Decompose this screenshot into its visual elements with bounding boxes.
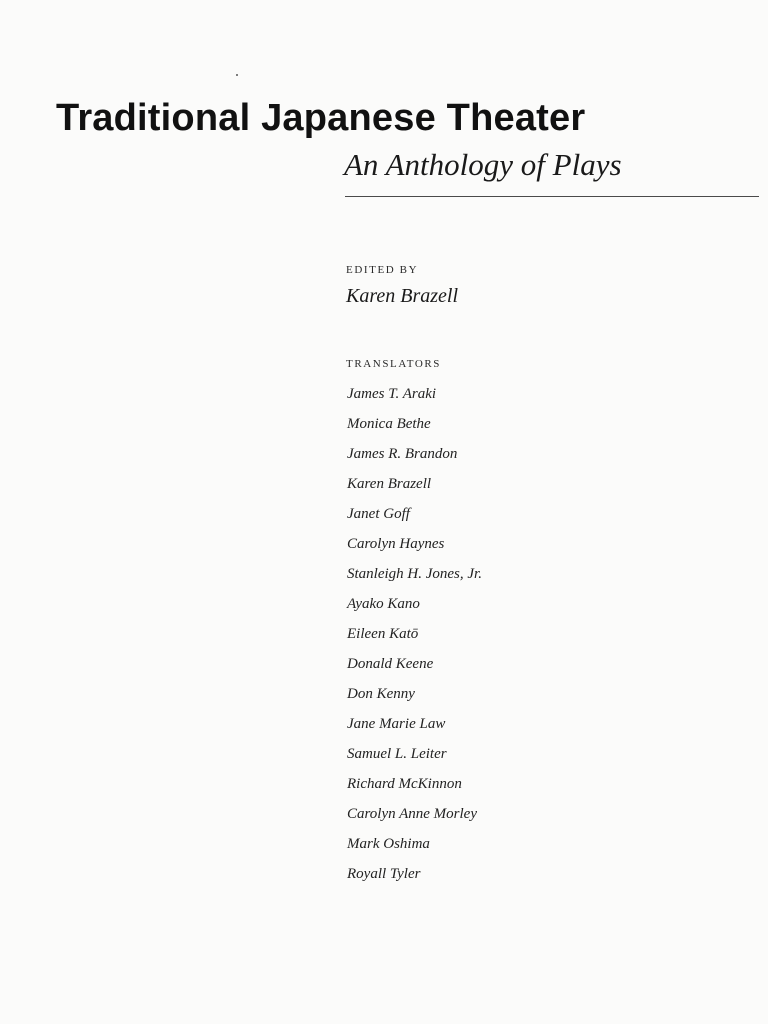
translator-name: Donald Keene: [347, 656, 434, 672]
translator-name: Don Kenny: [347, 686, 415, 702]
translator-name: James T. Araki: [347, 386, 437, 402]
translator-name: Royall Tyler: [347, 866, 421, 882]
translator-name: Eileen Katō: [347, 626, 419, 642]
translator-name: Carolyn Haynes: [347, 536, 445, 552]
translator-name: Jane Marie Law: [347, 716, 446, 732]
editor-name: Karen Brazell: [346, 285, 459, 307]
translator-list: [347, 383, 482, 893]
translator-name: James R. Brandon: [347, 446, 458, 462]
book-title: Traditional Japanese Theater: [56, 97, 586, 139]
edited-by-label: EDITED BY: [346, 264, 419, 276]
translator-name: Samuel L. Leiter: [347, 746, 447, 762]
translators-label: TRANSLATORS: [346, 358, 442, 370]
book-subtitle: An Anthology of Plays: [344, 147, 622, 182]
translator-name: Mark Oshima: [347, 836, 430, 852]
title-rule: [345, 196, 759, 197]
translator-name: Richard McKinnon: [347, 776, 462, 792]
translator-name: Carolyn Anne Morley: [347, 806, 477, 822]
translator-name: Stanleigh H. Jones, Jr.: [347, 566, 482, 582]
translator-name: Janet Goff: [347, 506, 410, 522]
translator-name: Monica Bethe: [347, 416, 431, 432]
translator-name: Karen Brazell: [347, 476, 432, 492]
scan-speck: [236, 74, 238, 76]
translator-name: Ayako Kano: [347, 596, 420, 612]
